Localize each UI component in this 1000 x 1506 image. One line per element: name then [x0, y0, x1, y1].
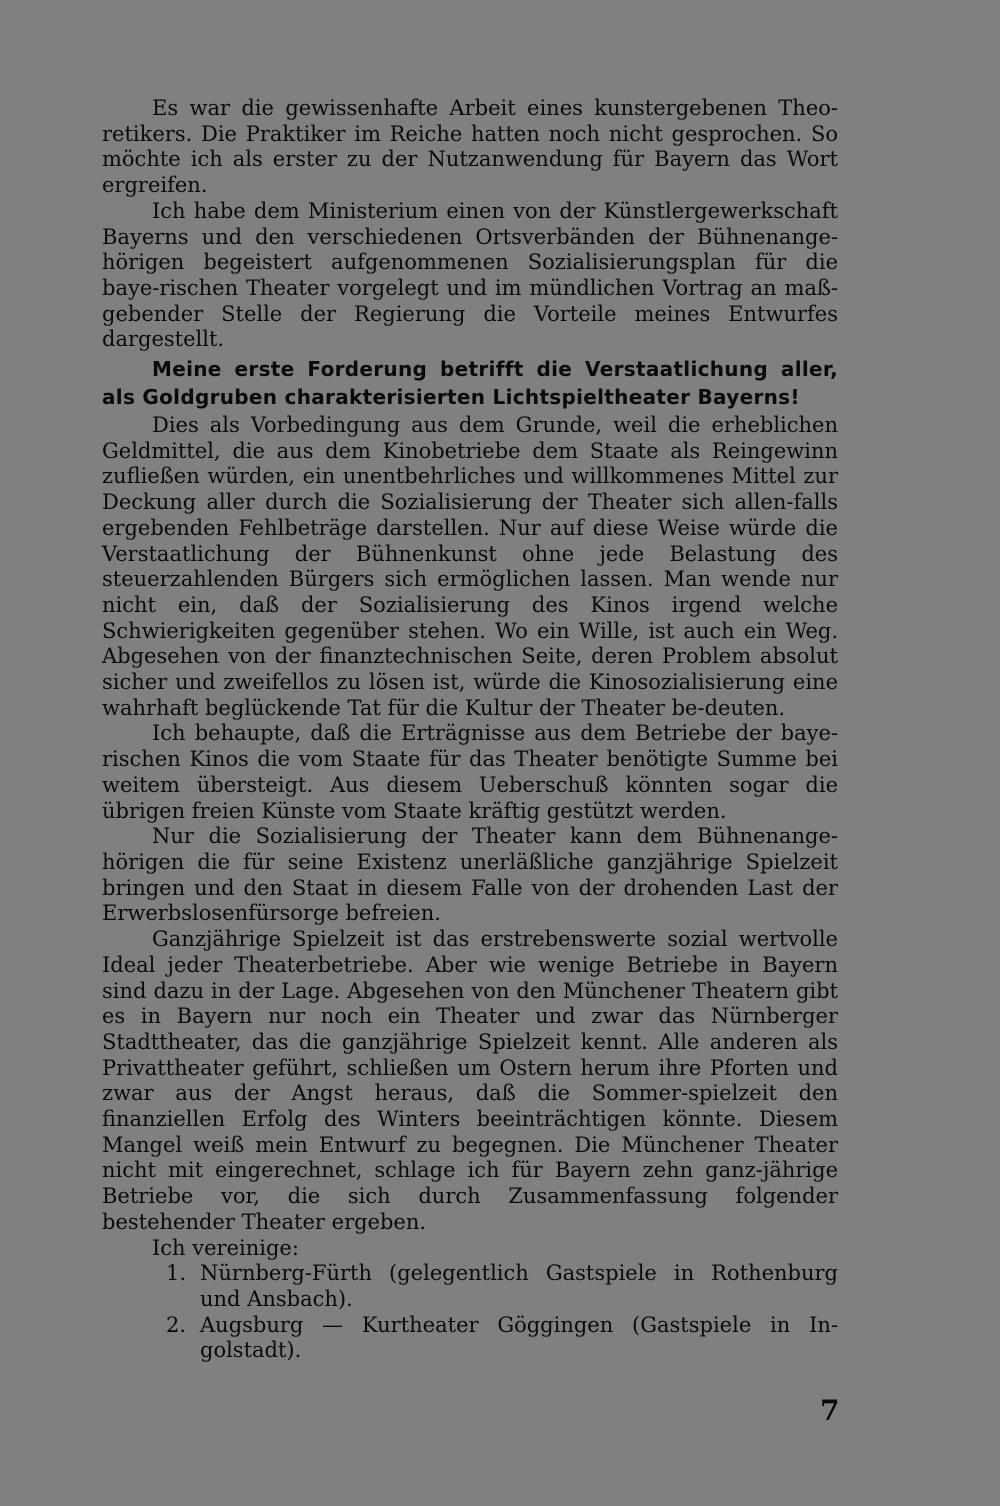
paragraph-yearround: Ganzjährige Spielzeit ist das erstrebenswerte sozial wertvolle Ideal jeder Theaterbetriebe. Aber wie wenige Betriebe in Bayern sind dazu in der Lage. Abgesehen von den Münchener Theatern gibt es in Bayern nur noch ein Theater und zwar das Nürnberger Stadttheater, das die ganzjährige Spielzeit kennt. Alle anderen als Privattheater geführt, schließen um Ostern herum ihre Pforten und zwar aus der Angst heraus, daß die Sommer-spielzeit den finanziellen Erfolg des Winters beeinträchtigen könnte. Diesem Mangel weiß mein Entwurf zu begegnen. Die Münchener Theater nicht mit eingerechnet, schlage ich für Bayern zehn ganz-jährige Betriebe vor, die sich durch Zusammenfassung folgender bestehender Theater ergeben. [102, 927, 838, 1234]
list-text: Nürnberg-Fürth (gelegentlich Gastspiele in Rothenburg und Ansbach). [200, 1261, 838, 1311]
list-item [102, 1313, 838, 1364]
list-number: 1. [165, 1261, 186, 1286]
list-item [102, 1261, 838, 1312]
body-text [102, 96, 838, 1364]
theater-list [102, 1261, 838, 1364]
paragraph-socialization: Nur die Sozialisierung der Theater kann dem Bühnenange-hörigen die für seine Existenz unerläßliche ganzjährige Spielzeit bringen und den Staat in diesem Falle von der drohenden Last der Erwerbslosenfürsorge befreien. [102, 824, 838, 926]
paragraph-ministry: Ich habe dem Ministerium einen von der Künstlergewerkschaft Bayerns und den verschiedenen Ortsverbänden der Bühnenange-hörigen begeistert aufgenommenen Sozialisierungsplan für die baye-rischen Theater vorgelegt und im mündlichen Vortrag an maß-gebender Stelle der Regierung die Vorteile meines Entwurfes dargestellt. [102, 198, 838, 352]
paragraph-intro: Es war die gewissenhafte Arbeit eines kunstergebenen Theo-retikers. Die Praktiker im Reiche hatten noch nicht gesprochen. So möchte ich als erster zu der Nutzanwendung für Bayern das Wort ergreifen. [102, 96, 838, 198]
list-number: 2. [165, 1312, 186, 1337]
paragraph-precondition: Dies als Vorbedingung aus dem Grunde, weil die erheblichen Geldmittel, die aus dem Kinobetriebe dem Staate als Reingewinn zufließen würden, ein unentbehrliches und willkommenes Mittel zur Deckung aller durch die Sozialisierung der Theater sich allen-falls ergebenden Fehlbeträge darstellen. Nur auf diese Weise würde die Verstaatlichung der Bühnenkunst ohne jede Belastung des steuerzahlenden Bürgers sich ermöglichen lassen. Man wende nur nicht ein, daß der Sozialisierung des Kinos irgend welche Schwierigkeiten gegenüber stehen. Wo ein Wille, ist auch ein Weg. Abgesehen von der finanztechnischen Seite, deren Problem absolut sicher und zweifellos zu lösen ist, würde die Kinosozialisierung eine wahrhaft beglückende Tat für die Kultur der Theater be-deuten. [102, 413, 838, 720]
paragraph-first-demand: Meine erste Forderung betrifft die Verstaatlichung aller, als Goldgruben charakterisierten Lichtspieltheater Bayerns! [102, 357, 838, 410]
paragraph-unite: Ich vereinige: [152, 1235, 299, 1260]
paragraph-proceeds: Ich behaupte, daß die Erträgnisse aus dem Betriebe der baye-rischen Kinos die vom Staate für das Theater benötigte Summe bei weitem übersteigt. Aus diesem Ueberschuß könnten sogar die übrigen freien Künste vom Staate kräftig gestützt werden. [102, 721, 838, 823]
list-text: Augsburg — Kurtheater Göggingen (Gastspiele in In-golstadt). [200, 1312, 838, 1363]
page-number: 7 [820, 1394, 840, 1427]
